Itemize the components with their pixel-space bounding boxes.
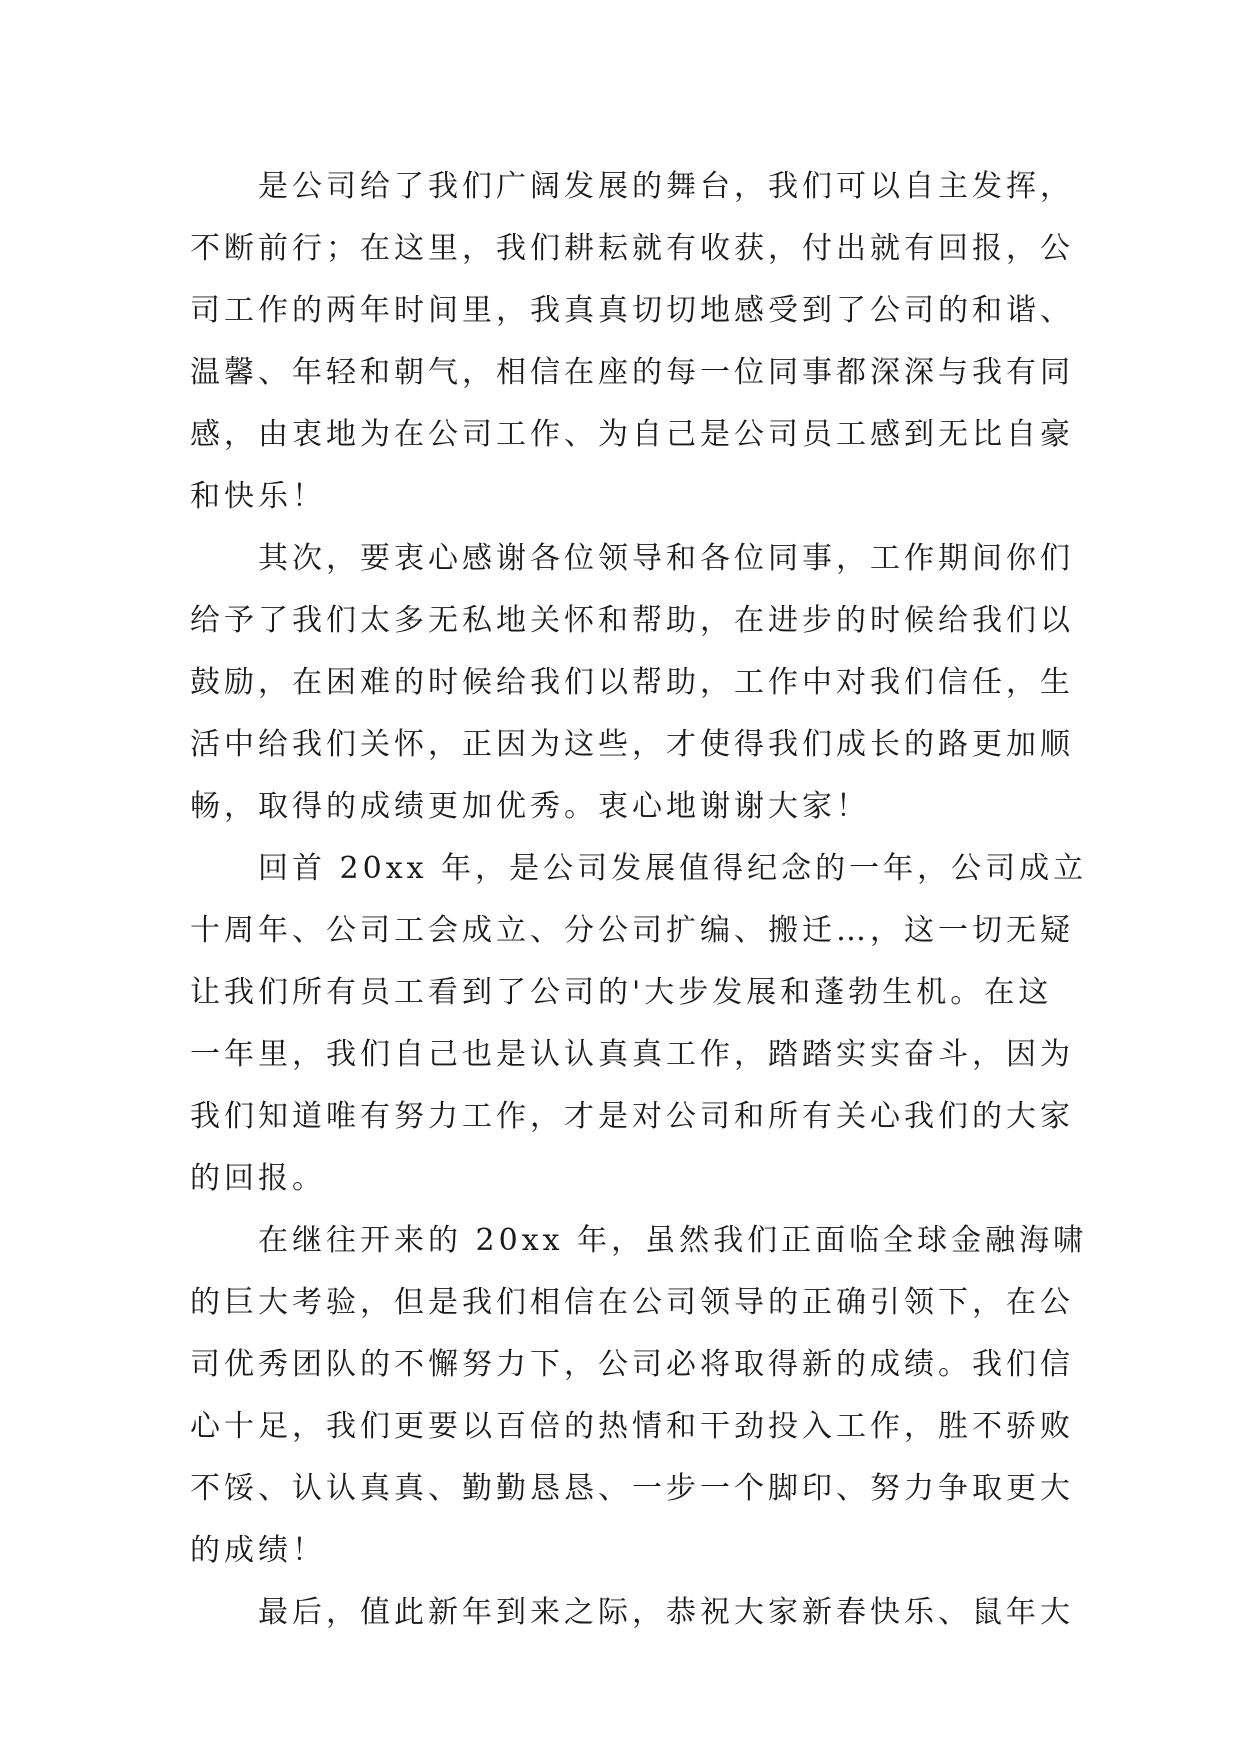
text-line: 最后，值此新年到来之际，恭祝大家新春快乐、鼠年大 [190,1595,1074,1630]
text-line: 司工作的两年时间里，我真真切切地感受到了公司的和谐、 [190,293,1074,328]
text-line: 的成绩！ [190,1533,326,1568]
text-line: 心十足，我们更要以百倍的热情和干劲投入工作，胜不骄败 [190,1409,1074,1444]
text-line: 给予了我们太多无私地关怀和帮助，在进步的时候给我们以 [190,603,1074,638]
document-body [190,156,1088,1644]
paragraph-3 [190,838,1088,1210]
text-line: 不馁、认认真真、勤勤恳恳、一步一个脚印、努力争取更大 [190,1471,1074,1506]
paragraph-1 [190,156,1074,528]
text-line: 温馨、年轻和朝气，相信在座的每一位同事都深深与我有同 [190,355,1074,390]
text-line: 让我们所有员工看到了公司的'大步发展和蓬勃生机。在这 [190,975,1053,1010]
paragraph-4 [190,1210,1088,1582]
text-line: 回首 20xx 年，是公司发展值得纪念的一年，公司成立 [190,851,1088,886]
paragraph-2 [190,528,1074,838]
text-line: 感，由衷地为在公司工作、为自己是公司员工感到无比自豪 [190,417,1074,452]
text-line: 的巨大考验，但是我们相信在公司领导的正确引领下，在公 [190,1285,1074,1320]
text-line: 十周年、公司工会成立、分公司扩编、搬迁…，这一切无疑 [190,913,1074,948]
text-line: 其次，要衷心感谢各位领导和各位同事，工作期间你们 [190,541,1074,576]
text-line: 不断前行；在这里，我们耕耘就有收获，付出就有回报，公 [190,231,1074,266]
text-line: 在继往开来的 20xx 年，虽然我们正面临全球金融海啸 [190,1223,1088,1258]
text-line: 畅，取得的成绩更加优秀。衷心地谢谢大家！ [190,789,870,824]
text-line: 是公司给了我们广阔发展的舞台，我们可以自主发挥， [190,169,1074,204]
text-line: 的回报。 [190,1161,326,1196]
text-line: 和快乐！ [190,479,326,514]
text-line: 鼓励，在困难的时候给我们以帮助，工作中对我们信任，生 [190,665,1074,700]
text-line: 司优秀团队的不懈努力下，公司必将取得新的成绩。我们信 [190,1347,1074,1382]
text-line: 一年里，我们自己也是认认真真工作，踏踏实实奋斗，因为 [190,1037,1074,1072]
paragraph-5 [190,1582,1074,1644]
text-line: 活中给我们关怀，正因为这些，才使得我们成长的路更加顺 [190,727,1074,762]
text-line: 我们知道唯有努力工作，才是对公司和所有关心我们的大家 [190,1099,1074,1134]
